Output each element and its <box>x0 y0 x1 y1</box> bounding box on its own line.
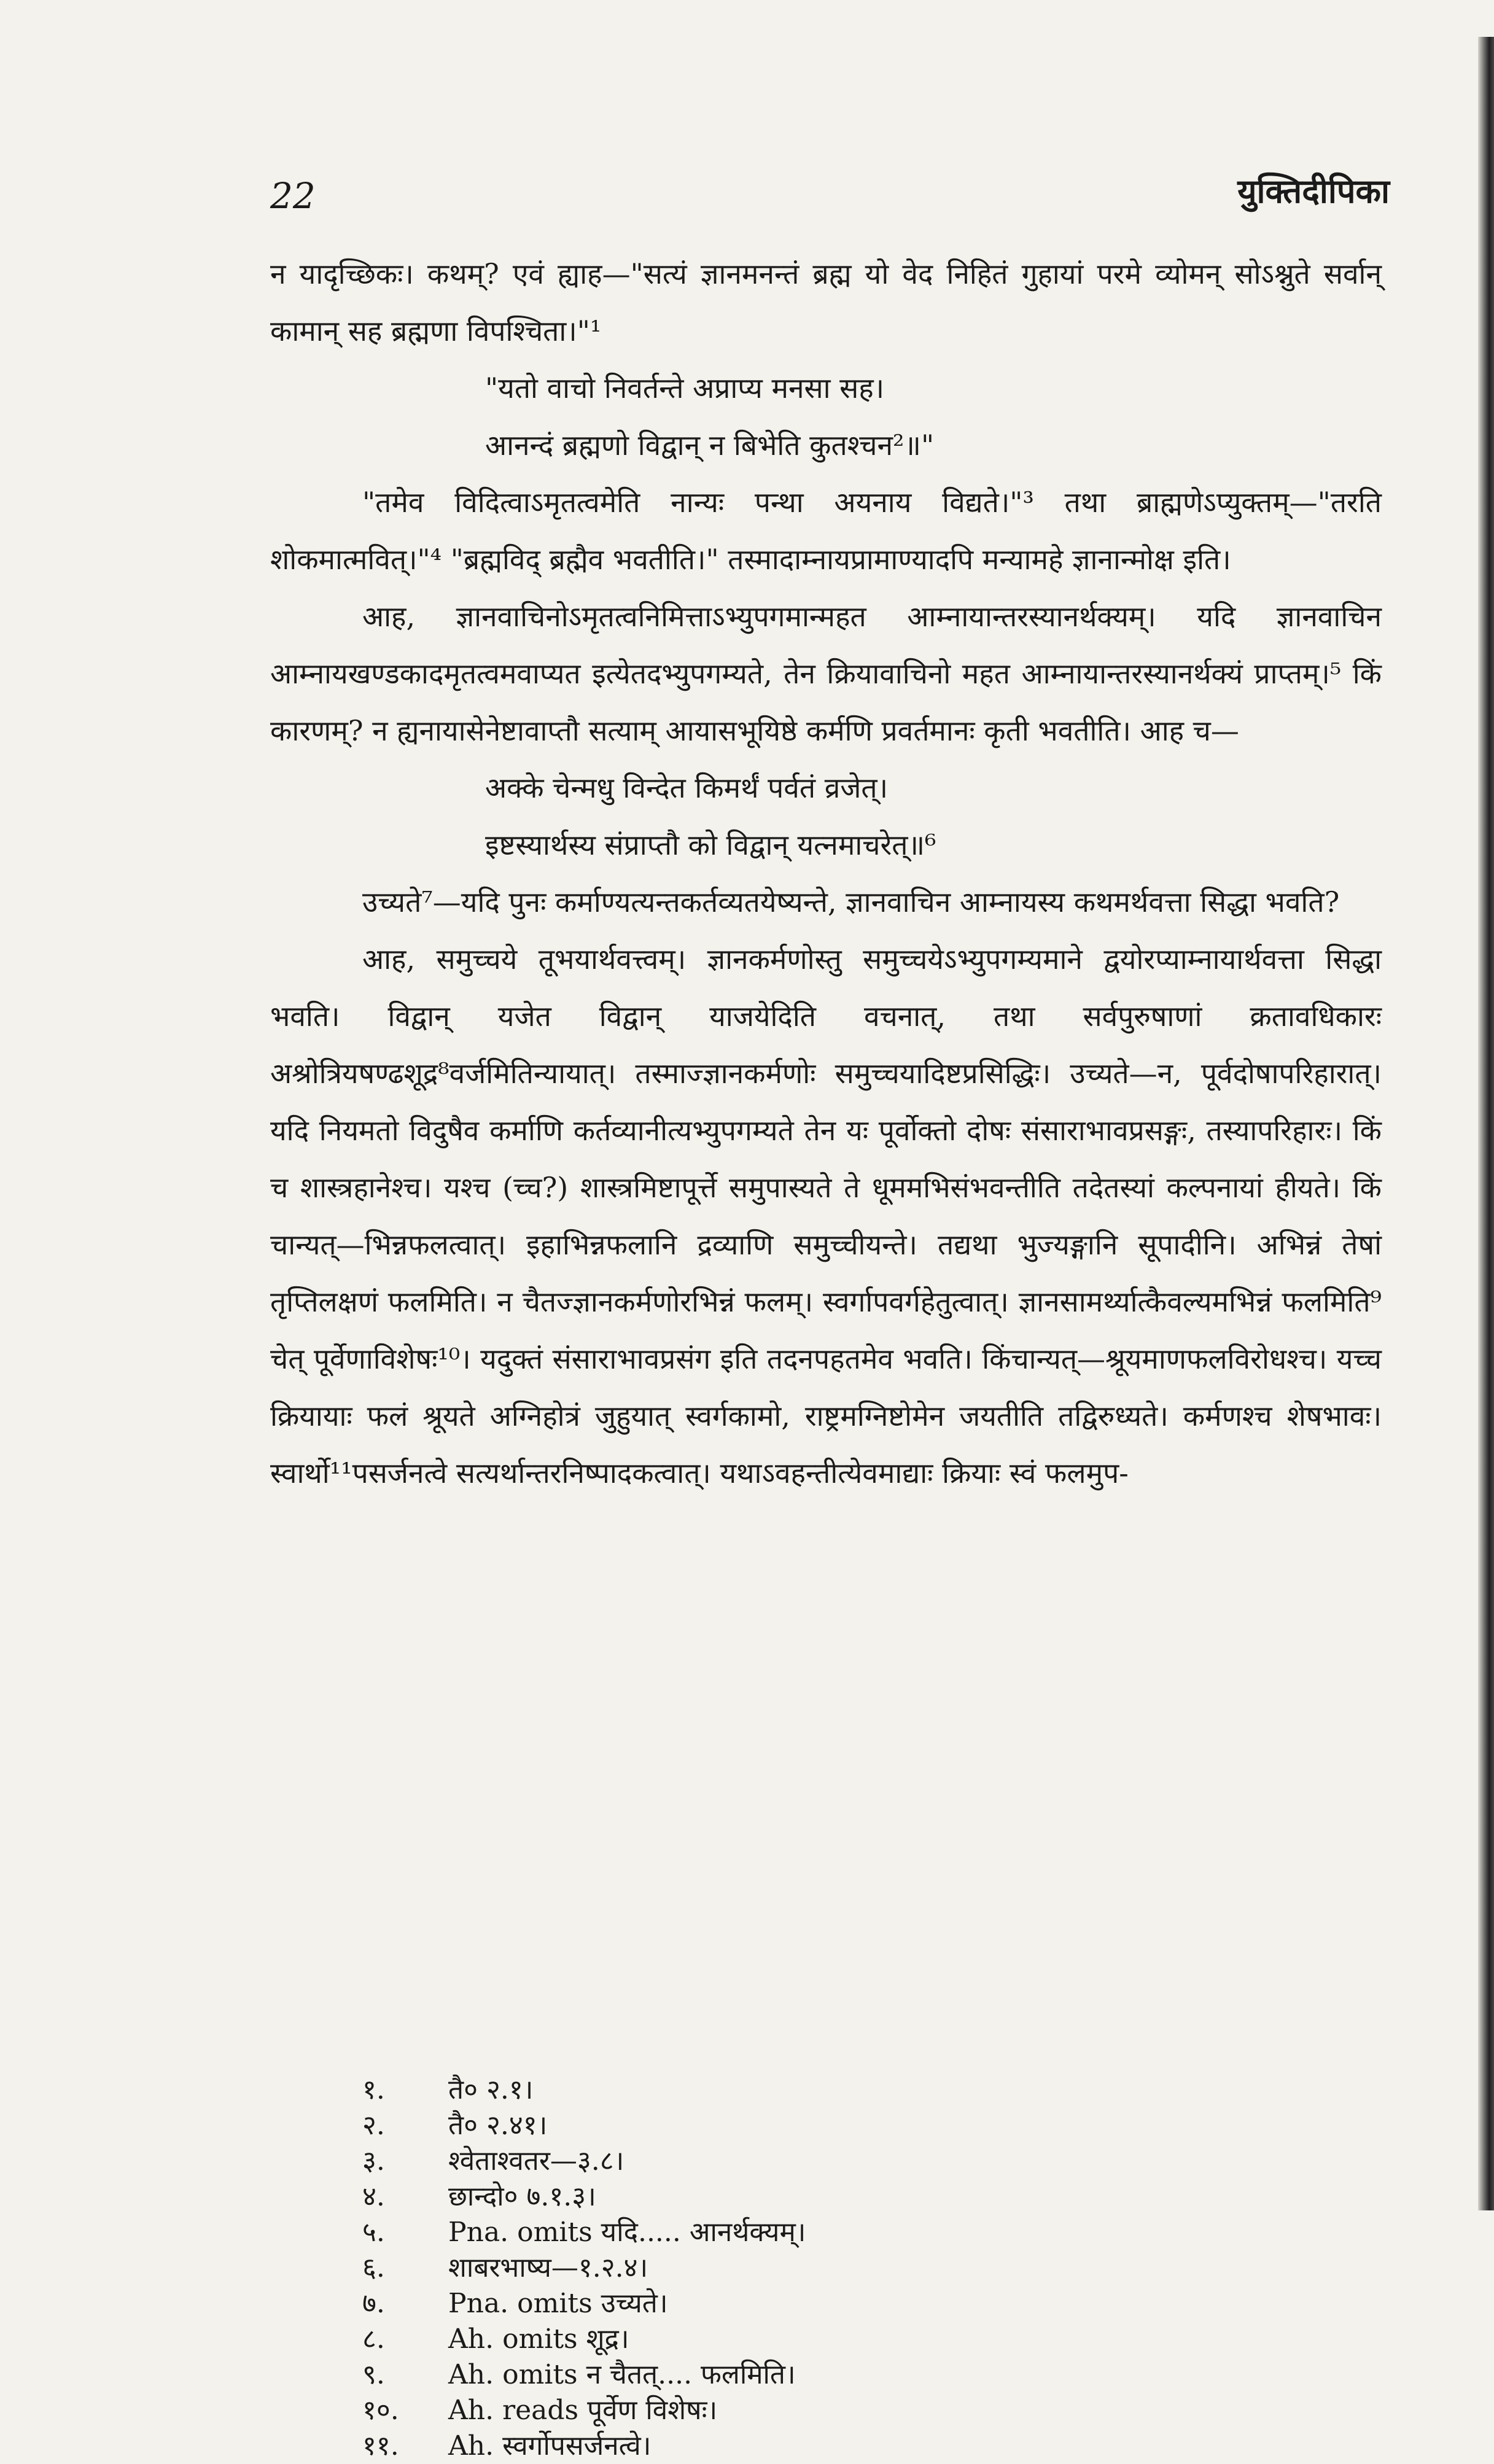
paragraph-4: उच्यते⁷—यदि पुनः कर्माण्यत्यन्तकर्तव्यतयेष्यन्ते, ज्ञानवाचिन आम्नायस्य कथमर्थवत्ता सिद्धा भवति? <box>362 885 1340 919</box>
verse-2-line-1: अक्के चेन्मधु विन्देत किमर्थं पर्वतं व्रजेत्। <box>485 771 889 804</box>
paragraph-5: आह, समुच्चये तूभयार्थवत्त्वम्। ज्ञानकर्मणोस्तु समुच्चयेऽभ्युपगम्यमाने द्वयोरप्याम्नायार्थवत्ता सिद्धा भवति। विद्वान् यजेत विद्वान् याजयेदिति वचनात्, तथा सर्वपुरुषाणां क्रतावधिकारः अश्रोत्रियषण्ढशूद्र⁸वर्जमितिन्यायात्। तस्माज्ज्ञानकर्मणोः समुच्चयादिष्टप्रसिद्धिः। उच्यते—न, पूर्वदोषापरिहारात्। यदि नियमतो विदुषैव कर्माणि कर्तव्यानीत्यभ्युपगम्यते तेन यः पूर्वोक्तो दोषः संसाराभावप्रसङ्गः, तस्यापरिहारः। किं च शास्त्रहानेश्च। यश्च (च्च?) शास्त्रमिष्टापूर्त्ते समुपास्यते ते धूममभिसंभवन्तीति तदेतस्यां कल्पनायां हीयते। किं चान्यत्—भिन्नफलत्वात्। इहाभिन्नफलानि द्रव्याणि समुच्चीयन्ते। तद्यथा भुज्यङ्गानि सूपादीनि। अभिन्नं तेषां तृप्तिलक्षणं फलमिति। न चैतज्ज्ञानकर्मणोरभिन्नं फलम्। स्वर्गापवर्गहेतुत्वात्। ज्ञानसामर्थ्यात्कैवल्यमभिन्नं फलमिति⁹ चेत् पूर्वेणाविशेषः¹⁰। यदुक्तं संसाराभावप्रसंग इति तदनपहतमेव भवति। किंचान्यत्—श्रूयमाणफलविरोधश्च। यच्च क्रियायाः फलं श्रूयते अग्निहोत्रं जुहुयात् स्वर्गकामो, राष्ट्रमग्निष्टोमेन जयतीति तद्विरुध्यते। कर्मणश्च शेषभावः। स्वार्थो¹¹पसर्जनत्वे सत्यर्थान्तरनिष्पादकत्वात्। यथाऽवहन्तीत्येवमाद्याः क्रियाः स्वं फलमुप- <box>270 942 1382 1490</box>
main-text <box>270 246 1382 1502</box>
footnote-text: Pna. omits यदि..... आनर्थक्यम्। <box>448 2217 806 2248</box>
footnote-text: शाबरभाष्य—१.२.४। <box>448 2252 648 2283</box>
footnote-text: Ah. reads पूर्वेण विशेषः। <box>448 2395 718 2426</box>
verse-1-line-2: आनन्दं ब्रह्मणो विद्वान् न बिभेति कुतश्चन²॥" <box>485 429 935 462</box>
footnote-text: Pna. omits उच्यते। <box>448 2288 668 2319</box>
verse-1-line-1: "यतो वाचो निवर्तन्ते अप्राप्य मनसा सह। <box>485 371 885 405</box>
footnote <box>362 2357 1161 2393</box>
footnotes <box>362 2072 1161 2464</box>
footnote-number: १०. <box>362 2395 399 2426</box>
running-head: युक्तिदीपिका <box>1237 171 1390 211</box>
footnote-text: Ah. स्वर्गोपसर्जनत्वे। <box>448 2430 652 2462</box>
footnote <box>362 2286 1161 2322</box>
footnote-text: तै० २.४१। <box>448 2110 548 2141</box>
page-number: 22 <box>270 175 316 217</box>
footnote <box>362 2072 1161 2108</box>
footnote <box>362 2250 1161 2286</box>
footnote-text: श्वेताश्वतर—३.८। <box>448 2145 624 2177</box>
footnote-number: १. <box>362 2074 385 2105</box>
footnote-number: ७. <box>362 2288 385 2319</box>
paragraph-3: आह, ज्ञानवाचिनोऽमृतत्वनिमित्ताऽभ्युपगमान्महत आम्नायान्तरस्यानर्थक्यम्। यदि ज्ञानवाचिन आम्नायखण्डकादमृतत्वमवाप्यत इत्येतदभ्युपगम्यते, तेन क्रियावाचिनो महत आम्नायान्तरस्यानर्थक्यं प्राप्तम्।⁵ किं कारणम्? न ह्यनायासेनेष्टावाप्तौ सत्याम् आयासभूयिष्ठे कर्मणि प्रवर्तमानः कृती भवतीति। आह च— <box>270 600 1382 747</box>
footnote-number: ५. <box>362 2217 385 2248</box>
paragraph-2: "तमेव विदित्वाऽमृतत्वमेति नान्यः पन्था अयनाय विद्यते।"³ तथा ब्राह्मणेऽप्युक्तम्—"तरति शोकमात्मवित्।"⁴ "ब्रह्मविद् ब्रह्मैव भवतीति।" तस्मादाम्नायप्रामाण्यादपि मन्यामहे ज्ञानान्मोक्ष इति। <box>270 486 1382 576</box>
footnote <box>362 2108 1161 2143</box>
footnote-number: २. <box>362 2110 385 2141</box>
paragraph-1: न यादृच्छिकः। कथम्? एवं ह्याह—"सत्यं ज्ञानमनन्तं ब्रह्म यो वेद निहितं गुहायां परमे व्योमन् सोऽश्नुते सर्वान् कामान् सह ब्रह्मणा विपश्चिता।"¹ <box>270 257 1382 348</box>
footnote-text: तै० २.१। <box>448 2074 534 2105</box>
footnote-number: ९. <box>362 2359 385 2390</box>
footnote-number: ६. <box>362 2252 385 2283</box>
footnote <box>362 2215 1161 2250</box>
binding-edge <box>1478 37 1494 2210</box>
footnote-text: छान्दो० ७.१.३। <box>448 2181 596 2212</box>
footnote-number: ११. <box>362 2430 399 2462</box>
footnote-text: Ah. omits न चैतत्.... फलमिति। <box>448 2359 796 2390</box>
footnote <box>362 2179 1161 2215</box>
verse-2-line-2: इष्टस्यार्थस्य संप्राप्तौ को विद्वान् यत्नमाचरेत्॥⁶ <box>485 828 936 861</box>
footnote <box>362 2143 1161 2179</box>
footnote <box>362 2428 1161 2464</box>
footnote-number: ४. <box>362 2181 385 2212</box>
footnote-number: ८. <box>362 2323 385 2355</box>
footnote-number: ३. <box>362 2145 385 2177</box>
footnote <box>362 2322 1161 2357</box>
footnote-text: Ah. omits शूद्र। <box>448 2323 629 2355</box>
footnote <box>362 2393 1161 2428</box>
